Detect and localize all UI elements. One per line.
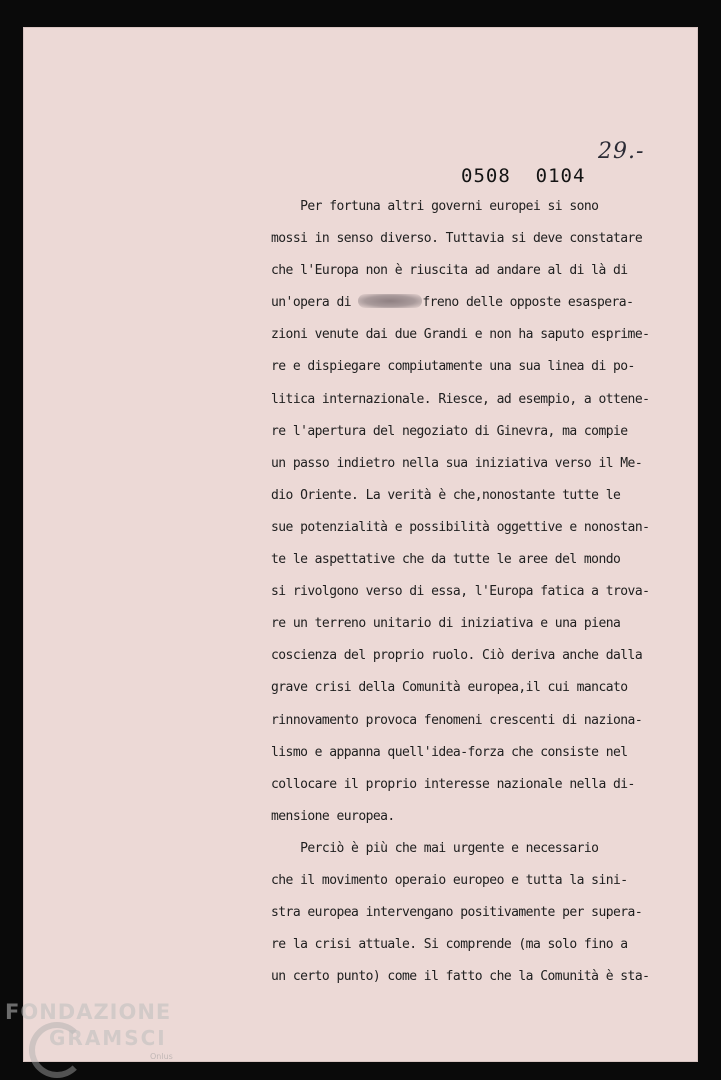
text-line: mossi in senso diverso. Tuttavia si deve constatare xyxy=(271,231,643,247)
archive-code: 0508 0104 xyxy=(461,165,586,187)
typed-text xyxy=(271,191,651,993)
text-line: re un terreno unitario di iniziativa e una piena xyxy=(271,616,621,632)
watermark-line1: FONDAZIONE xyxy=(5,1000,172,1024)
text-line: collocare il proprio interesse nazionale nella di- xyxy=(271,776,635,792)
watermark-line2: GRAMSCI xyxy=(49,1026,167,1050)
text-line: zioni venute dai due Grandi e non ha saputo esprime- xyxy=(271,327,650,343)
fondazione-gramsci-watermark xyxy=(5,1000,205,1078)
text-line: te le aspettative che da tutte le aree del mondo xyxy=(271,552,621,568)
text-line: si rivolgono verso di essa, l'Europa fatica a trova- xyxy=(271,584,650,600)
text-line: sue potenzialità e possibilità oggettive e nonostan- xyxy=(271,519,650,535)
text-line: re la crisi attuale. Si comprende (ma solo fino a xyxy=(271,937,628,953)
text-line: coscienza del proprio ruolo. Ciò deriva anche dalla xyxy=(271,648,643,664)
watermark-small: Onlus xyxy=(150,1052,173,1061)
text-line: litica internazionale. Riesce, ad esempio, a ottene- xyxy=(271,391,650,407)
text-line: rinnovamento provoca fenomeni crescenti di naziona- xyxy=(271,712,643,728)
text-fragment: freno delle opposte esaspera- xyxy=(422,295,634,311)
ink-blot xyxy=(358,294,422,308)
text-line: che l'Europa non è riuscita ad andare al di là di xyxy=(271,263,628,279)
text-line: re l'apertura del negoziato di Ginevra, ma compie xyxy=(271,423,628,439)
text-line: lismo e appanna quell'idea-forza che consiste nel xyxy=(271,744,628,760)
text-line: un certo punto) come il fatto che la Comunità è sta- xyxy=(271,969,650,985)
text-line: re e dispiegare compiutamente una sua linea di po- xyxy=(271,359,635,375)
text-line: un passo indietro nella sua iniziativa verso il Me- xyxy=(271,455,643,471)
text-line: grave crisi della Comunità europea,il cui mancato xyxy=(271,680,628,696)
text-line-with-redaction xyxy=(271,287,651,319)
text-line: stra europea intervengano positivamente per supera- xyxy=(271,905,643,921)
text-line: Per fortuna altri governi europei si sono xyxy=(271,199,599,214)
text-line: mensione europea. xyxy=(271,808,395,824)
handwritten-page-number: 29.- xyxy=(598,139,645,164)
text-line: che il movimento operaio europeo e tutta la sini- xyxy=(271,872,628,888)
text-line: dio Oriente. La verità è che,nonostante tutte le xyxy=(271,487,621,503)
text-line: Perciò è più che mai urgente e necessario xyxy=(271,840,599,856)
text-fragment: un'opera di xyxy=(271,295,359,311)
